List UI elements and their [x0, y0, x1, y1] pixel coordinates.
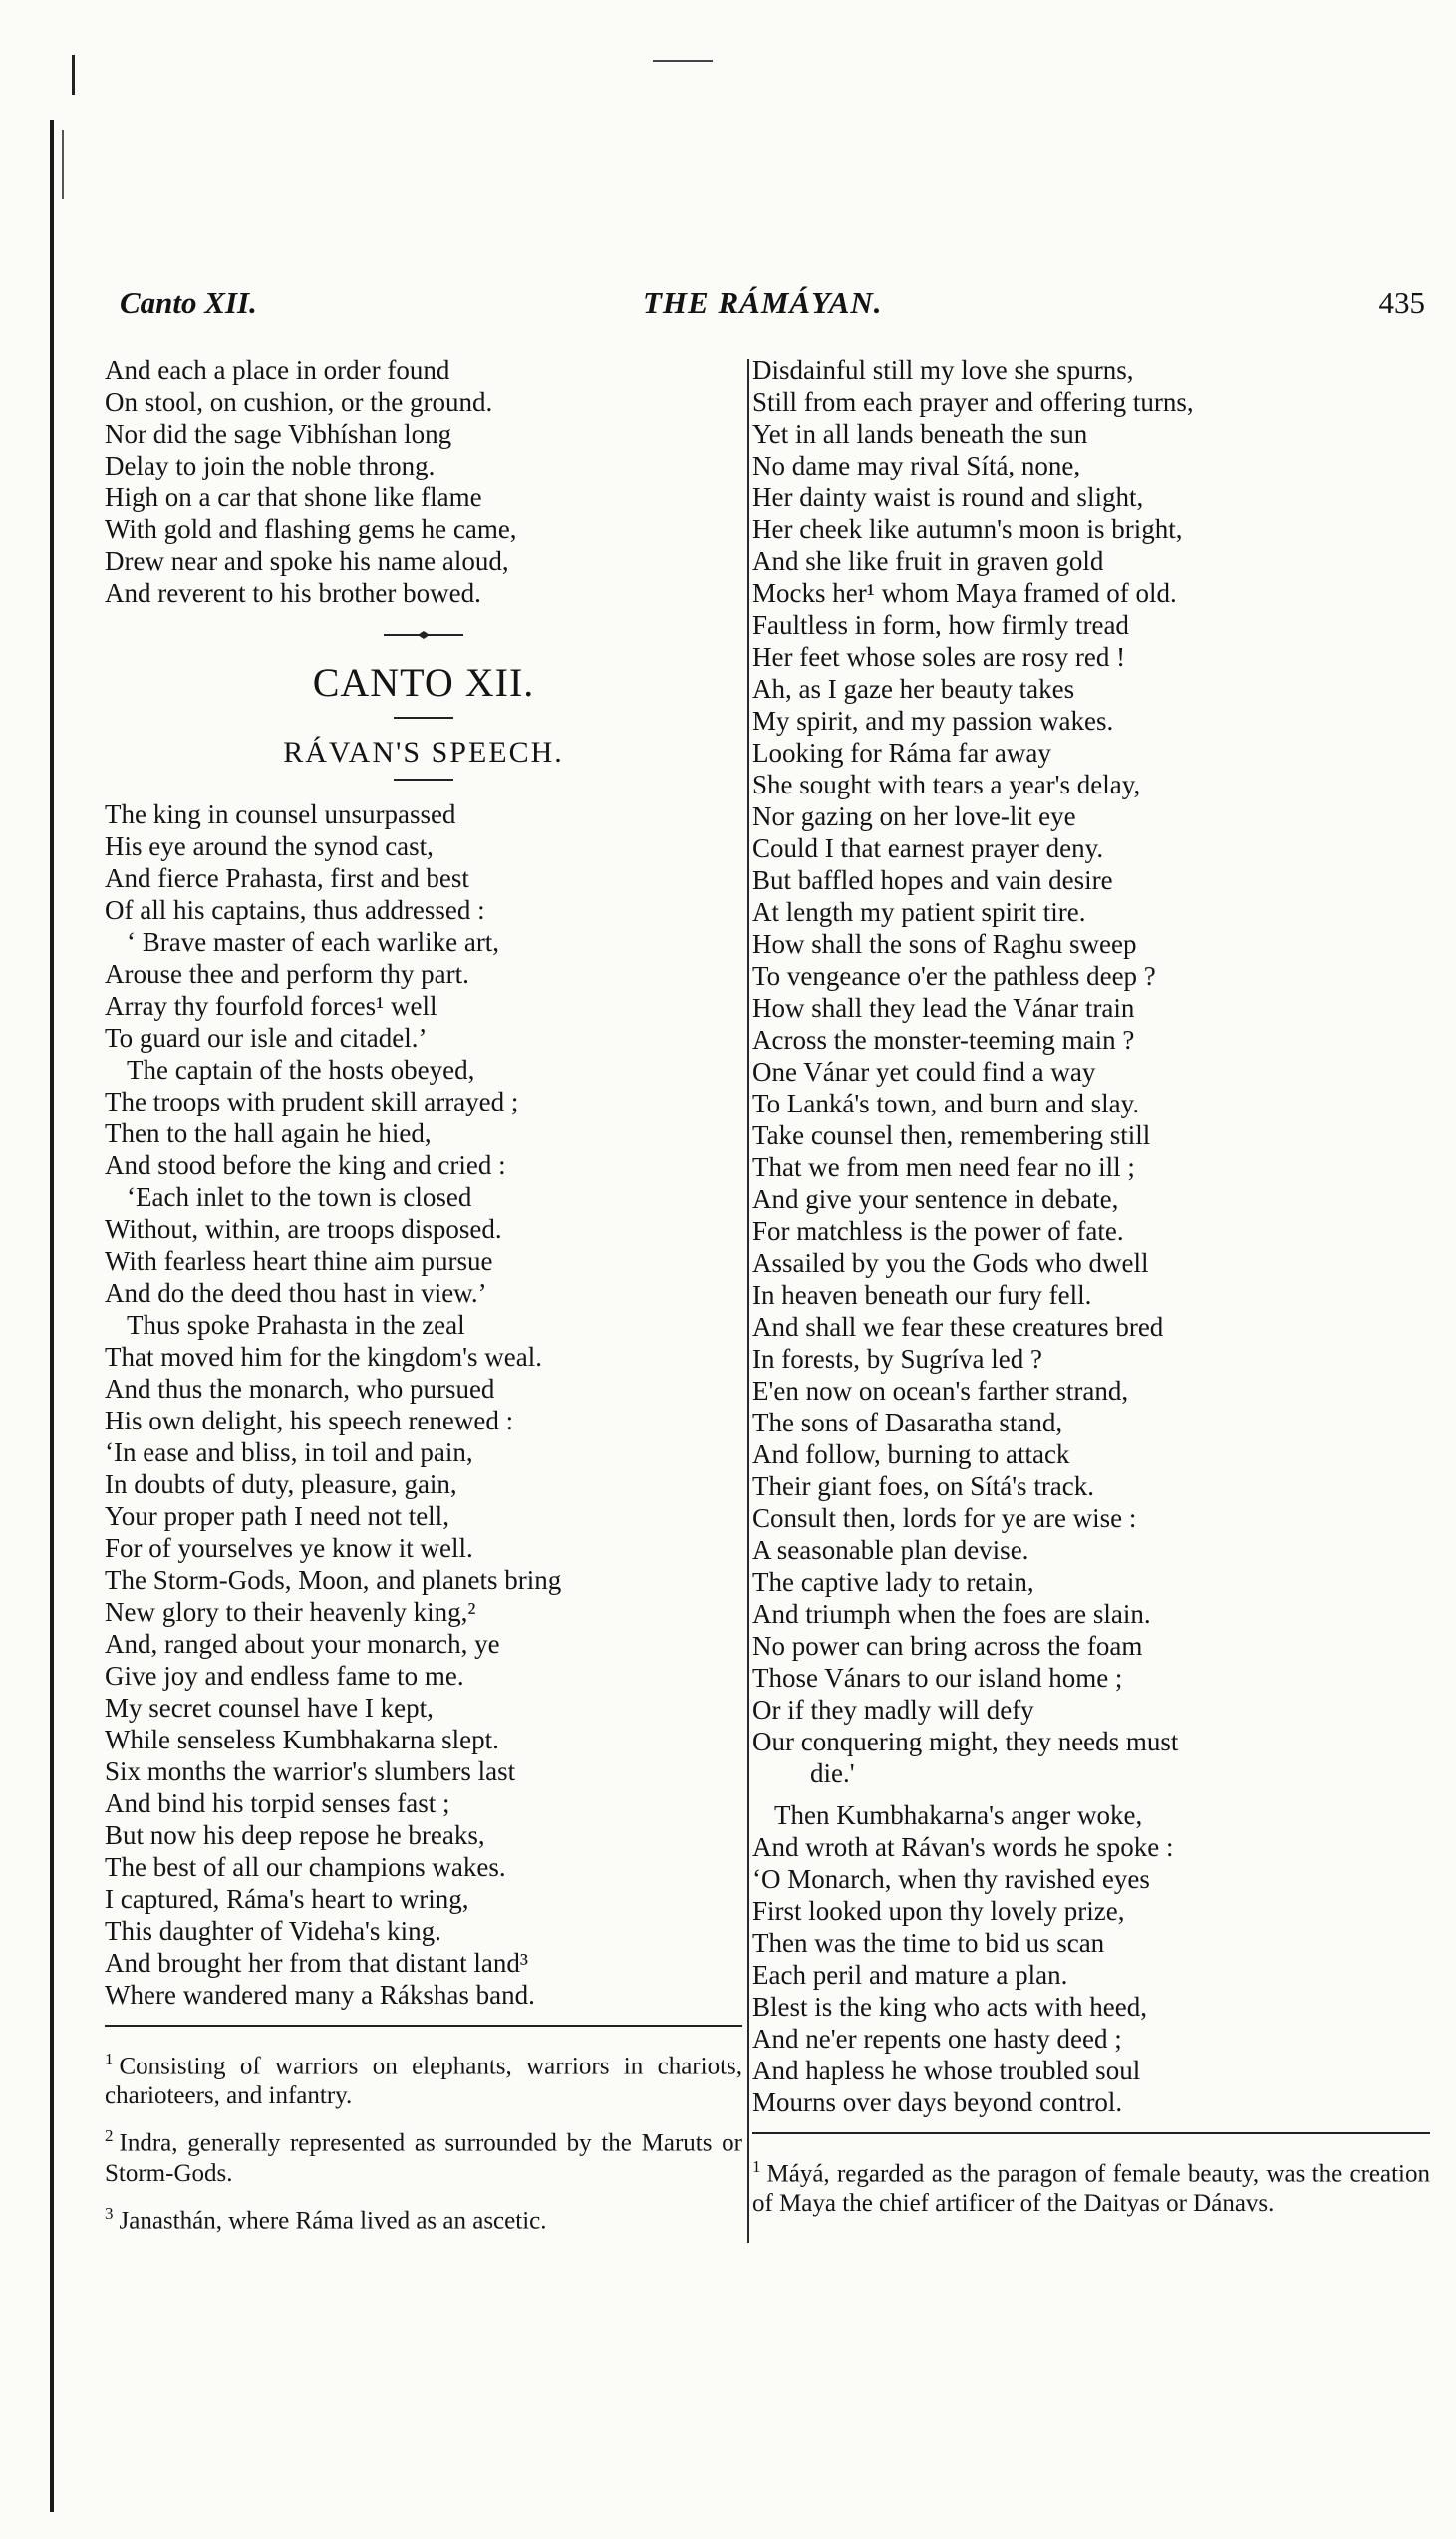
verse-line: To Lanká's town, and burn and slay.	[752, 1089, 1140, 1118]
verse-line: A seasonable plan devise.	[752, 1535, 1029, 1565]
verse-line: Her feet whose soles are rosy red !	[752, 642, 1126, 672]
ornament-divider-icon	[384, 629, 463, 641]
verse-line: Mourns over days beyond control.	[752, 2087, 1123, 2117]
verse-line: Disdainful still my love she spurns,	[752, 355, 1134, 385]
verse-line: On stool, on cushion, or the ground.	[105, 387, 493, 417]
verse-block	[752, 354, 1430, 1789]
verse-line: Delay to join the noble throng.	[105, 451, 436, 480]
verse-line: ‘O Monarch, when thy ravished eyes	[752, 1864, 1150, 1894]
binding-mark	[62, 130, 64, 199]
verse-line: And brought her from that distant land³	[105, 1948, 529, 1978]
verse-line: Your proper path I need not tell,	[105, 1501, 449, 1531]
verse-line: Or if they madly will defy	[752, 1695, 1034, 1725]
verse-line: ‘In ease and bliss, in toil and pain,	[105, 1437, 473, 1467]
verse-line: ‘ Brave master of each warlike art,	[127, 927, 500, 957]
verse-line: Their giant foes, on Sítá's track.	[752, 1471, 1095, 1501]
footnote	[105, 2045, 742, 2111]
footnote-number: 1	[752, 2157, 761, 2176]
verse-line: With gold and flashing gems he came,	[105, 514, 517, 544]
verse-line: In heaven beneath our fury fell.	[752, 1280, 1092, 1310]
verse-line: In doubts of duty, pleasure, gain,	[105, 1469, 457, 1499]
verse-line: How shall the sons of Raghu sweep	[752, 929, 1137, 959]
verse-line: Yet in all lands beneath the sun	[752, 419, 1088, 449]
footnote-text: Janasthán, where Ráma lived as an ascetic.	[119, 2206, 547, 2234]
verse-line: To guard our isle and citadel.’	[105, 1023, 428, 1053]
verse-line: Our conquering might, they needs must	[752, 1727, 1179, 1756]
verse-line: But now his deep repose he breaks,	[105, 1820, 485, 1850]
verse-line: The Storm-Gods, Moon, and planets bring	[105, 1565, 562, 1595]
verse-line: And reverent to his brother bowed.	[105, 578, 481, 608]
verse-line: Still from each prayer and offering turns,	[752, 387, 1194, 417]
verse-line: And each a place in order found	[105, 355, 450, 385]
verse-line: This daughter of Videha's king.	[105, 1916, 441, 1946]
verse-line: My secret counsel have I kept,	[105, 1693, 434, 1723]
footnote-number: 3	[105, 2203, 114, 2223]
verse-line: High on a car that shone like flame	[105, 482, 482, 512]
verse-line: I captured, Ráma's heart to wring,	[105, 1884, 469, 1914]
verse-line: Then was the time to bid us scan	[752, 1928, 1105, 1958]
footnote-text: Consisting of warriors on elephants, warriors in chariots, charioteers, and infantry.	[105, 2053, 742, 2110]
canto-subtitle: RÁVAN'S SPEECH.	[283, 736, 564, 769]
footnote-rule	[752, 2132, 1430, 2134]
verse-line: And thus the monarch, who pursued	[105, 1374, 495, 1404]
verse-line: His own delight, his speech renewed :	[105, 1406, 514, 1435]
running-header	[120, 285, 1425, 335]
verse-line: That moved him for the kingdom's weal.	[105, 1342, 543, 1372]
verse-line: One Vánar yet could find a way	[752, 1057, 1096, 1087]
verse-line: Blest is the king who acts with heed,	[752, 1992, 1147, 2022]
verse-line: That we from men need fear no ill ;	[752, 1152, 1135, 1182]
verse-line: No dame may rival Sítá, none,	[752, 451, 1081, 480]
verse-line: Take counsel then, remembering still	[752, 1120, 1151, 1150]
column-divider	[747, 359, 749, 2243]
left-column	[105, 354, 742, 2246]
title-rule	[394, 717, 453, 719]
header-book-title: THE RÁMÁYAN.	[643, 285, 883, 320]
verse-line: Assailed by you the Gods who dwell	[752, 1248, 1149, 1278]
verse-line: Her cheek like autumn's moon is bright,	[752, 514, 1183, 544]
verse-line: Array thy fourfold forces¹ well	[105, 991, 437, 1021]
verse-line: And fierce Prahasta, first and best	[105, 863, 469, 893]
verse-line: And she like fruit in graven gold	[752, 546, 1104, 576]
verse-line: The best of all our champions wakes.	[105, 1852, 506, 1882]
verse-line: Drew near and spoke his name aloud,	[105, 546, 509, 576]
footnote-text: Máyá, regarded as the paragon of female beauty, was the creation of Maya the chief artificer of the Daityas or Dánavs.	[752, 2160, 1430, 2218]
verse-line: But baffled hopes and vain desire	[752, 865, 1113, 895]
ornament-divider	[105, 629, 742, 649]
verse-line: And ne'er repents one hasty deed ;	[752, 2024, 1122, 2054]
verse-line: And, ranged about your monarch, ye	[105, 1629, 500, 1659]
binding-edge	[50, 120, 54, 2512]
verse-line: For of yourselves ye know it well.	[105, 1533, 473, 1563]
footnote-rule	[105, 2025, 742, 2027]
verse-line: Consult then, lords for ye are wise :	[752, 1503, 1137, 1533]
verse-line: The captive lady to retain,	[752, 1567, 1034, 1597]
verse-line: Across the monster-teeming main ?	[752, 1025, 1135, 1055]
footnotes	[105, 2045, 742, 2236]
verse-line: ‘Each inlet to the town is closed	[127, 1182, 472, 1212]
verse-line: Then to the hall again he hied,	[105, 1118, 432, 1148]
right-column	[752, 354, 1430, 2229]
verse-line: Of all his captains, thus addressed :	[105, 895, 485, 925]
verse-line: Without, within, are troops disposed.	[105, 1214, 502, 1244]
footnote-text: Indra, generally represented as surrounded by the Maruts or Storm-Gods.	[105, 2129, 742, 2187]
verse-line: First looked upon thy lovely prize,	[752, 1896, 1125, 1926]
verse-line: E'en now on ocean's farther strand,	[752, 1376, 1129, 1406]
verse-line: And bind his torpid senses fast ;	[105, 1788, 450, 1818]
verse-line: Faultless in form, how firmly tread	[752, 610, 1129, 640]
verse-line: Those Vánars to our island home ;	[752, 1663, 1123, 1693]
verse-line: Ah, as I gaze her beauty takes	[752, 674, 1075, 704]
verse-line-continuation: die.'	[810, 1758, 855, 1788]
footnote-number: 1	[105, 2050, 114, 2068]
verse-line: Each peril and mature a plan.	[752, 1960, 1068, 1990]
page-number: 435	[1378, 285, 1425, 320]
verse-block-top	[105, 354, 742, 609]
header-canto: Canto XII.	[120, 285, 257, 320]
verse-line: She sought with tears a year's delay,	[752, 770, 1141, 799]
verse-line: Then Kumbhakarna's anger woke,	[774, 1800, 1143, 1830]
verse-line: The troops with prudent skill arrayed ;	[105, 1087, 519, 1116]
verse-line: Six months the warrior's slumbers last	[105, 1756, 516, 1786]
verse-line: And give your sentence in debate,	[752, 1184, 1119, 1214]
verse-line: To vengeance o'er the pathless deep ?	[752, 961, 1156, 991]
verse-block-2	[752, 1799, 1430, 2118]
verse-line: New glory to their heavenly king,²	[105, 1597, 476, 1627]
verse-line: For matchless is the power of fate.	[752, 1216, 1124, 1246]
verse-line: And triumph when the foes are slain.	[752, 1599, 1151, 1629]
verse-line: Where wandered many a Rákshas band.	[105, 1980, 535, 2010]
verse-line: While senseless Kumbhakarna slept.	[105, 1725, 499, 1754]
verse-line: And follow, burning to attack	[752, 1439, 1070, 1469]
verse-line: Give joy and endless fame to me.	[105, 1661, 464, 1691]
verse-line: No power can bring across the foam	[752, 1631, 1143, 1661]
verse-line: And stood before the king and cried :	[105, 1150, 506, 1180]
verse-line: Arouse thee and perform thy part.	[105, 959, 469, 989]
subtitle-rule	[394, 779, 453, 781]
top-dash-mark	[653, 60, 713, 62]
verse-line: In forests, by Sugríva led ?	[752, 1344, 1042, 1374]
footnote-number: 2	[105, 2126, 114, 2146]
verse-block-main	[105, 798, 742, 2011]
verse-line: Nor gazing on her love-lit eye	[752, 801, 1076, 831]
verse-line: And hapless he whose troubled soul	[752, 2056, 1141, 2085]
canto-title: CANTO XII.	[312, 660, 535, 705]
verse-line: Nor did the sage Vibhíshan long	[105, 419, 452, 449]
verse-line: With fearless heart thine aim pursue	[105, 1246, 493, 1276]
verse-line: And wroth at Rávan's words he spoke :	[752, 1832, 1174, 1862]
footnotes	[752, 2152, 1430, 2219]
verse-line: And shall we fear these creatures bred	[752, 1312, 1164, 1342]
verse-line: My spirit, and my passion wakes.	[752, 706, 1114, 736]
verse-line: The sons of Dasaratha stand,	[752, 1408, 1063, 1437]
verse-line: Thus spoke Prahasta in the zeal	[127, 1310, 465, 1340]
verse-line: How shall they lead the Vánar train	[752, 993, 1135, 1023]
verse-line: At length my patient spirit tire.	[752, 897, 1086, 927]
binding-mark	[72, 55, 75, 95]
verse-line: Looking for Ráma far away	[752, 738, 1051, 768]
verse-line: The king in counsel unsurpassed	[105, 799, 456, 829]
verse-line: Her dainty waist is round and slight,	[752, 482, 1144, 512]
verse-line: And do the deed thou hast in view.’	[105, 1278, 487, 1308]
verse-line: Could I that earnest prayer deny.	[752, 833, 1104, 863]
verse-line: His eye around the synod cast,	[105, 831, 434, 861]
verse-line: Mocks her¹ whom Maya framed of old.	[752, 578, 1177, 608]
footnote	[752, 2152, 1430, 2219]
verse-line: The captain of the hosts obeyed,	[127, 1055, 475, 1085]
footnote	[105, 2121, 742, 2188]
footnote	[105, 2199, 742, 2236]
